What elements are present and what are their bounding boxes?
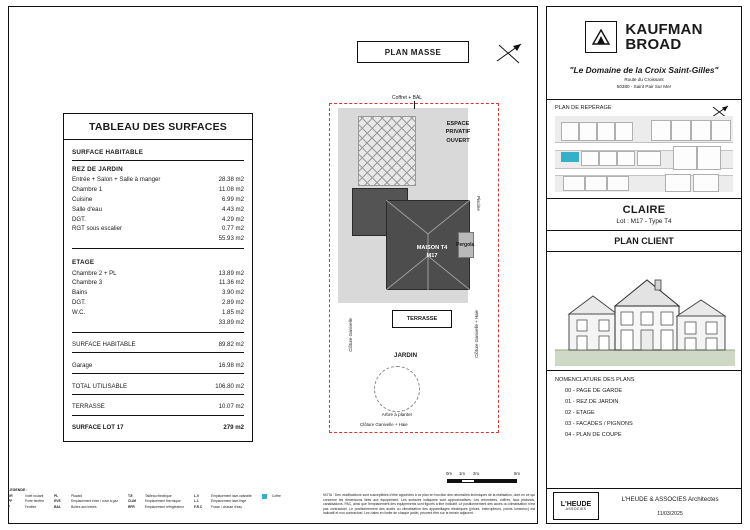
map-lot bbox=[597, 122, 615, 141]
table-row-total: TOTAL UTILISABLE 106.80 m2 bbox=[72, 382, 244, 390]
legend-column bbox=[128, 494, 184, 509]
nomenclature-item: 04 - PLAN DE COUPE bbox=[565, 432, 622, 439]
table-row-total: TERRASSE 10.07 m2 bbox=[72, 403, 244, 411]
legend bbox=[8, 488, 308, 510]
legend-item: Coffre bbox=[262, 494, 281, 499]
table-row: Bains 3.90 m2 bbox=[72, 289, 244, 297]
legend-title: LEGENDE : bbox=[8, 488, 28, 492]
table-row-total: Garage 16.98 m2 bbox=[72, 361, 244, 369]
architect-name: L'HEUDE & ASSOCIES Architectes bbox=[621, 495, 719, 503]
legend-column bbox=[54, 494, 118, 509]
cloture-gauche-label: Clôture Ganivelle bbox=[348, 318, 353, 352]
map-lot bbox=[673, 146, 697, 170]
plan-masse-title bbox=[357, 41, 469, 63]
map-lot bbox=[637, 151, 661, 166]
map-lot bbox=[585, 176, 607, 191]
cloture-droite-label: Clôture Ganivelle + Haie bbox=[474, 310, 479, 358]
program-name: "Le Domaine de la Croix Saint-Gilles" bbox=[569, 65, 719, 75]
map-lot bbox=[579, 122, 597, 141]
kaufman-broad-logo-icon bbox=[585, 21, 617, 53]
map-lot bbox=[617, 151, 635, 166]
legend-item: PL Placard bbox=[54, 494, 83, 499]
etage-subtotal: 33.89 m2 bbox=[218, 318, 244, 326]
map-lot bbox=[651, 120, 671, 141]
scale-bar bbox=[446, 471, 523, 489]
scale-tick-3: 5m bbox=[514, 471, 520, 476]
rdj-subtotal: 55.93 m2 bbox=[218, 235, 244, 243]
brand-header bbox=[547, 7, 741, 59]
map-lot bbox=[561, 122, 579, 141]
site-plan bbox=[329, 95, 499, 433]
jardin-label: JARDIN bbox=[394, 352, 418, 359]
cloture-bas-label: Clôture Ganivelle + Haie bbox=[360, 422, 408, 427]
lheude-logo-line2: ASSOCIES bbox=[565, 506, 587, 511]
map-lot bbox=[607, 176, 629, 191]
plan-reperage-header bbox=[547, 100, 741, 114]
table-row: W.C. 1.85 m2 bbox=[72, 308, 244, 316]
nomenclature-item: 01 - REZ DE JARDIN bbox=[565, 399, 619, 406]
address-line-1: Route du Croissant bbox=[624, 77, 664, 82]
divider bbox=[547, 251, 741, 252]
map-highlight-lot-m17 bbox=[561, 152, 579, 162]
nomenclature-title: NOMENCLATURE DES PLANS bbox=[555, 376, 635, 383]
lot-type-line: Lot : M17 - Type T4 bbox=[616, 217, 672, 225]
legend-item: CLIM Emplacement thermique bbox=[127, 499, 181, 504]
arbre-a-planter-label: Arbre à planter bbox=[381, 412, 413, 417]
legend-item: L.L Emplacement lave-linge bbox=[194, 499, 247, 504]
color-swatch-icon bbox=[262, 494, 267, 499]
map-lot bbox=[691, 120, 711, 141]
divider bbox=[72, 160, 244, 161]
surface-table-title: TABLEAU DES SURFACES bbox=[64, 114, 252, 140]
table-row-lot-total: SURFACE LOT 17 279 m2 bbox=[72, 424, 244, 432]
map-lot bbox=[711, 120, 731, 141]
section-surface-habitable: SURFACE HABITABLE bbox=[72, 149, 144, 156]
map-lot bbox=[697, 146, 721, 170]
legend-item: VR Volet roulant bbox=[8, 494, 44, 499]
footer-text-block bbox=[599, 496, 741, 517]
legend-item: F Fenêtre bbox=[8, 504, 37, 509]
lheude-logo-line1: L'HEUDE bbox=[560, 500, 592, 508]
surface-table bbox=[63, 113, 253, 442]
legend-item: EVE Emplacement évier / cuve à gaz bbox=[54, 499, 118, 504]
nota-text: NOTA : Des modifications sont susceptibles d'être apportées à ce plan en fonction des nécessités techniques de la réalisation, dont en ce qui concerne les dimensions liées aux équipement. Les surfaces indiquées sont approximatives. Les retombées, coffres, faux plafonds, canalisations, PAC, ainsi que l'emplacement des équipements sont figurés à titre indicatif. Le positionnement des accès ou climatisation n'est pas contractuel. Le positionnement des accès ou climatisation des appareillages électriques (prises, interrupteurs, points lumineux) est indicatif et non contractuel. Les haies en limite de chaque jardin, peuvent être sur le terrain adjacent. bbox=[323, 493, 535, 516]
scale-tick-0: 0m bbox=[446, 471, 452, 476]
section-rez-de-jardin: REZ DE JARDIN bbox=[72, 166, 123, 173]
address-line-2: 50380 - Saint Pair Sur Mer bbox=[616, 83, 672, 89]
terrasse-label: TERRASSE bbox=[406, 316, 438, 322]
legend-column bbox=[8, 494, 44, 509]
legend-item: F.R.C Fosse / chasse d'eau bbox=[194, 504, 243, 509]
table-row: Entrée + Salon + Salle à manger 28.38 m2 bbox=[72, 176, 244, 184]
scale-tick-2: 2m bbox=[473, 471, 479, 476]
facade-elevation-drawing bbox=[555, 258, 733, 366]
table-row: DGT. 2.89 m2 bbox=[72, 298, 244, 306]
espace-privatif-label: ESPACE PRIVATIF OUVERT bbox=[445, 121, 471, 144]
program-address bbox=[547, 77, 741, 99]
table-row-total: SURFACE HABITABLE 89.82 m2 bbox=[72, 340, 244, 348]
title-block-pane bbox=[546, 6, 742, 524]
nomenclature-list bbox=[547, 386, 741, 445]
legend-item: T.E Tableau électrique bbox=[127, 494, 172, 499]
scale-tick-1: 1m bbox=[459, 471, 465, 476]
map-lot bbox=[599, 151, 617, 166]
plan-masse-label: PLAN MASSE bbox=[384, 47, 442, 57]
maison-label: MAISON T4 M17 bbox=[416, 245, 448, 260]
nomenclature-item: 02 - ETAGE bbox=[565, 410, 595, 417]
plan-drawing-pane bbox=[8, 6, 538, 524]
map-lot bbox=[615, 122, 633, 141]
legend-item: RFR Emplacement réfrigérateur bbox=[127, 504, 185, 509]
brand-name-line2: BROAD bbox=[625, 36, 682, 53]
table-row: RGT sous escalier 0.77 m2 bbox=[72, 225, 244, 233]
pergola-label: Pergola bbox=[456, 242, 475, 248]
table-row: Chambre 2 + PL 13.89 m2 bbox=[72, 269, 244, 277]
map-lot bbox=[671, 120, 691, 141]
plan-reperage-label: PLAN DE REPÉRAGE bbox=[555, 104, 612, 111]
tree-circle-icon bbox=[374, 366, 420, 412]
coffret-bal-label: Coffret + BAL bbox=[392, 95, 423, 101]
map-lot bbox=[563, 176, 585, 191]
map-lot bbox=[693, 174, 719, 192]
piscine-label: Piscine bbox=[476, 196, 481, 211]
legend-column bbox=[262, 494, 281, 509]
brand-name bbox=[625, 22, 702, 53]
legend-item: PF Porte fenêtre bbox=[8, 499, 45, 504]
legend-item: BAL Boîtes aux lettres bbox=[54, 504, 97, 509]
table-row: Cuisine 6.99 m2 bbox=[72, 195, 244, 203]
map-lot bbox=[581, 151, 599, 166]
table-row: DGT. 4.29 m2 bbox=[72, 215, 244, 223]
nomenclature-item: 03 - FACADES / PIGNONS bbox=[565, 421, 633, 428]
table-row: Salle d'eau 4.43 m2 bbox=[72, 205, 244, 213]
plan-date: 11/03/2025 bbox=[657, 510, 683, 517]
section-etage: ETAGE bbox=[72, 259, 95, 267]
legend-column bbox=[194, 494, 252, 509]
footer-bar bbox=[547, 488, 741, 523]
terrasse-box bbox=[392, 310, 452, 328]
map-lot bbox=[665, 174, 691, 192]
legend-item: L.V Emplacement lave-vaisselle bbox=[194, 494, 252, 499]
plan-client-title: PLAN CLIENT bbox=[614, 235, 674, 246]
table-row: Chambre 3 11.36 m2 bbox=[72, 279, 244, 287]
lheude-associes-logo-icon bbox=[553, 492, 599, 520]
north-arrow-icon bbox=[493, 39, 525, 69]
nomenclature-item: 00 - PAGE DE GARDE bbox=[565, 388, 623, 395]
hatched-area bbox=[358, 116, 416, 186]
brand-name-line1: KAUFMAN bbox=[625, 20, 703, 38]
locator-map bbox=[555, 116, 733, 192]
table-row: Chambre 1 11.08 m2 bbox=[72, 186, 244, 194]
coffret-leader bbox=[414, 101, 415, 109]
lot-name: CLAIRE bbox=[622, 203, 666, 216]
